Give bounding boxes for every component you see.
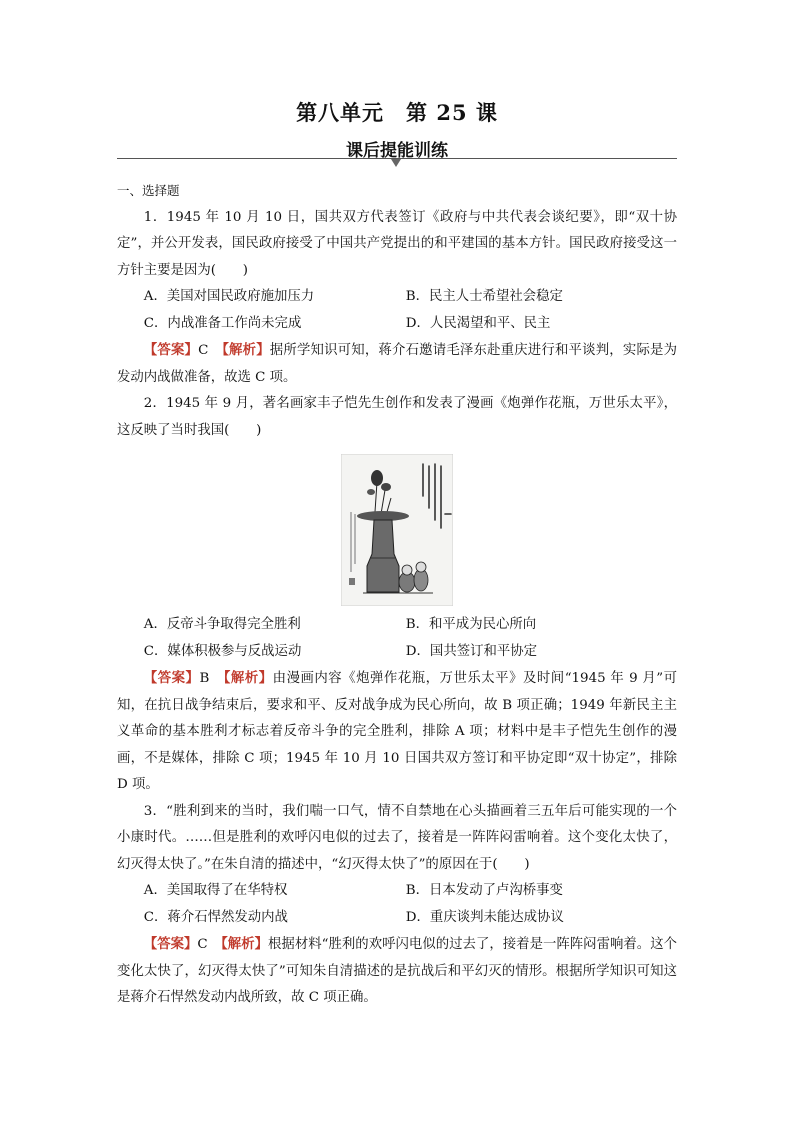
option-d: D．国共签订和平协定 (405, 643, 538, 659)
answer-block (117, 931, 677, 1012)
option-d: D．人民渴望和平、民主 (405, 315, 551, 331)
question-stem: 1．1945 年 10 月 10 日，国共双方代表签订《政府与中共代表会谈纪要》，即“双十协定”，并公开发表，国民政府接受了中国共产党提出的和平建国的基本方针。国民政府接受这一方针主要是因为( ) (117, 209, 677, 278)
option-c: C．蒋介石悍然发动内战 (143, 909, 288, 925)
answer-tag: 【答案】 (143, 342, 199, 358)
content (117, 178, 677, 1012)
analysis-text: 据所学知识可知，蒋介石邀请毛泽东赴重庆进行和平谈判，实际是为发动内战做准备，故选 C 项。 (117, 343, 678, 385)
page-subtitle: 课后提能训练 (346, 141, 448, 161)
option-b: B．日本发动了卢沟桥事变 (405, 883, 563, 898)
section-heading: 一、选择题 (117, 183, 180, 198)
answer-tag: 【答案】 (143, 936, 198, 952)
question-stem: 2．1945 年 9 月，著名画家丰子恺先生创作和发表了漫画《炮弹作花瓶，万世乐太平》，这反映了当时我国( ) (117, 396, 677, 438)
analysis-tag: 【解析】 (221, 936, 269, 952)
question-stem: 3．“胜利到来的当时，我们喘一口气，情不自禁地在心头描画着三五年后可能实现的一个小康时代。……但是胜利的欢呼闪电似的过去了，接着是一阵阵闷雷响着。这个变化太快了，幻灭得太快了。”在朱自清的描述中，“幻灭得太快了”的原因在于( ) (117, 803, 677, 872)
options (117, 612, 677, 665)
answer-value: C (198, 343, 209, 358)
analysis-text: 根据材料“胜利的欢呼闪电似的过去了，接着是一阵阵闷雷响着。这个变化太快了，幻灭得太快了”可知朱自清描述的是抗战后和平幻灭的情形。根据所学知识可知这是蒋介石悍然发动内战所致，故 C 项正确。 (117, 937, 677, 1005)
option-c: C．内战准备工作尚未完成 (143, 315, 302, 331)
question-3 (117, 799, 677, 1012)
options (117, 284, 677, 337)
answer-block (117, 337, 677, 391)
answer-value: B (199, 671, 210, 686)
analysis-tag: 【解析】 (223, 670, 273, 686)
options (117, 878, 677, 931)
option-a: A．反帝斗争取得完全胜利 (143, 617, 301, 632)
header-triangle-icon (391, 159, 401, 167)
option-a: A．美国对国民政府施加压力 (143, 289, 315, 304)
question-1 (117, 205, 677, 392)
question-2 (117, 391, 677, 799)
answer-value: C (197, 937, 208, 952)
option-a: A．美国取得了在华特权 (143, 883, 288, 898)
analysis-tag: 【解析】 (222, 342, 270, 358)
cartoon-image (341, 454, 453, 606)
option-b: B．和平成为民心所向 (405, 617, 537, 632)
option-c: C．媒体积极参与反战运动 (143, 643, 302, 659)
answer-tag: 【答案】 (143, 670, 200, 686)
answer-block (117, 665, 677, 799)
analysis-text: 由漫画内容《炮弹作花瓶，万世乐太平》及时间“1945 年 9 月”可知，在抗日战争结束后，要求和平、反对战争成为民心所向，故 B 项正确；1949 年新民主主义革命的基本胜利才标志着反帝斗争的完全胜利，排除 A 项；材料中是丰子恺先生创作的漫画，不是媒体，排除 C 项；1945 年 10 月 10 日国共双方签订和平协定即“双十协定”，排除 D 项。 (117, 671, 678, 792)
option-b: B．民主人士希望社会稳定 (405, 289, 563, 304)
option-d: D．重庆谈判未能达成协议 (405, 909, 564, 925)
page-title: 第八单元 第 25 课 (296, 100, 498, 125)
